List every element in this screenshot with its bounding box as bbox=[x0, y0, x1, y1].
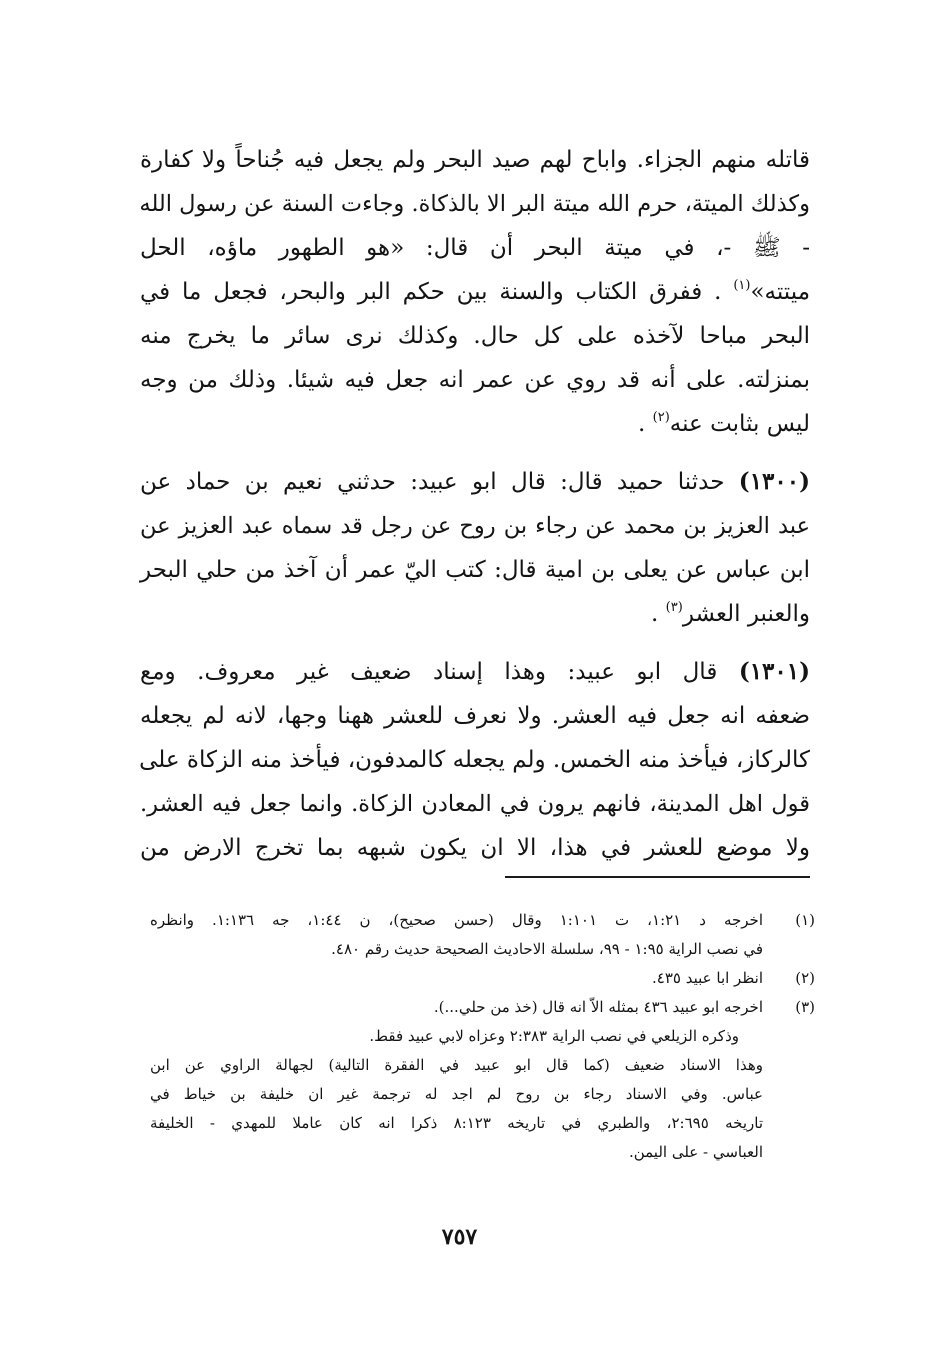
page-number-value: ٧٥٧ bbox=[441, 1224, 478, 1250]
text-line: قول اهل المدينة، فانهم يرون في المعادن الزكاة. وانما جعل فيه العشر. bbox=[140, 791, 810, 817]
end-dot: . bbox=[651, 601, 659, 627]
text-line: ضعفه انه جعل فيه العشر. ولا نعرف للعشر ههنا وجها، لانه لم يجعله bbox=[140, 703, 810, 729]
footnote-separator bbox=[505, 876, 810, 878]
paragraph-number: (١٣٠١) bbox=[738, 658, 811, 685]
text-segment: والعنبر العشر bbox=[682, 601, 810, 627]
footnote-line: العباسي - على اليمن. bbox=[628, 1143, 763, 1161]
text-line: ولا موضع للعشر في هذا، الا ان يكون شبهه بما تخرج الارض من bbox=[140, 835, 810, 861]
text-line: عبد العزيز بن محمد عن رجاء بن روح عن رجل قد سماه عبد العزيز عن bbox=[140, 513, 810, 539]
footnote-ref-1: (١) bbox=[733, 278, 751, 293]
text-line bbox=[140, 650, 810, 694]
paragraph-1301 bbox=[140, 650, 810, 870]
page-number bbox=[0, 1224, 931, 1250]
text-segment: قال ابو عبيد: وهذا إسناد ضعيف غير معروف. ومع bbox=[140, 659, 718, 685]
text-line bbox=[140, 270, 810, 314]
footnote-number: (٢) bbox=[795, 969, 815, 987]
text-line: - ﷺ -، في ميتة البحر أن قال: «هو الطهور ماؤه، الحل bbox=[140, 235, 810, 261]
text-line: كالركاز، فيأخذ منه الخمس. ولم يجعله كالمدفون، فيأخذ منه الزكاة على bbox=[139, 747, 810, 773]
text-line: بمنزلته. على أنه قد روي عن عمر انه جعل فيه شيئا. وذلك من وجه bbox=[140, 367, 810, 393]
footnote-line: في نصب الراية ١:٩٥ - ٩٩، سلسلة الاحاديث الصحيحة حديث رقم ٤٨٠. bbox=[331, 940, 763, 958]
text-line: وكذلك الميتة، حرم الله ميتة البر الا بالذكاة. وجاءت السنة عن رسول الله bbox=[139, 191, 810, 217]
text-segment: ليس بثابت عنه bbox=[669, 411, 810, 437]
text-segment: . ففرق الكتاب والسنة بين حكم البر والبحر، فجعل ما في bbox=[140, 279, 722, 305]
footnote-line: عباس. وفي الاسناد رجاء بن روح لم اجد له ترجمة غير ان خليفة بن خياط في bbox=[150, 1085, 763, 1103]
paragraph-number: (١٣٠٠) bbox=[738, 468, 810, 495]
main-text bbox=[140, 138, 810, 870]
footnote-line: اخرجه د ١:٢١، ت ١:١٠١ وقال (حسن صحيح)، ن ١:٤٤، جه ١:١٣٦. وانظره bbox=[150, 911, 763, 929]
text-segment: حدثنا حميد قال: قال ابو عبيد: حدثني نعيم بن حماد عن bbox=[140, 469, 725, 495]
footnote-line: وذكره الزيلعي في نصب الراية ٢:٣٨٣ وعزاه لابي عبيد فقط. bbox=[369, 1027, 739, 1045]
footnote-line: انظر ابا عبيد ٤٣٥. bbox=[652, 969, 763, 987]
text-line bbox=[140, 460, 810, 504]
footnotes bbox=[150, 906, 815, 1167]
footnote-2 bbox=[150, 964, 815, 993]
end-dot: . bbox=[638, 411, 646, 437]
paragraph-1300 bbox=[140, 460, 810, 636]
footnote-3 bbox=[150, 993, 815, 1167]
footnote-number: (٣) bbox=[795, 998, 815, 1016]
text-line: البحر مباحا لآخذه على كل حال. وكذلك نرى سائر ما يخرج منه bbox=[140, 323, 810, 349]
text-segment: ميتته» bbox=[750, 279, 811, 305]
footnote-number: (١) bbox=[795, 911, 815, 929]
text-line bbox=[140, 592, 810, 636]
footnote-ref-3: (٣) bbox=[665, 600, 683, 615]
paragraph-1 bbox=[140, 138, 810, 446]
footnote-line: اخرجه ابو عبيد ٤٣٦ بمثله الاّ انه قال (خذ من حلي...). bbox=[433, 998, 763, 1016]
footnote-line: وهذا الاسناد ضعيف (كما قال ابو عبيد في الفقرة التالية) لجهالة الراوي عن ابن bbox=[150, 1056, 763, 1074]
text-line: ابن عباس عن يعلى بن امية قال: كتب اليّ عمر أن آخذ من حلي البحر bbox=[140, 557, 810, 583]
text-line: قاتله منهم الجزاء. واباح لهم صيد البحر ولم يجعل فيه جُناحاً ولا كفارة bbox=[140, 147, 810, 173]
footnote-1 bbox=[150, 906, 815, 964]
footnote-line: تاريخه ٢:٦٩٥، والطبري في تاريخه ٨:١٢٣ ذكرا انه كان عاملا للمهدي - الخليفة bbox=[150, 1114, 763, 1132]
text-line bbox=[140, 402, 810, 446]
footnote-ref-2: (٢) bbox=[652, 410, 670, 425]
